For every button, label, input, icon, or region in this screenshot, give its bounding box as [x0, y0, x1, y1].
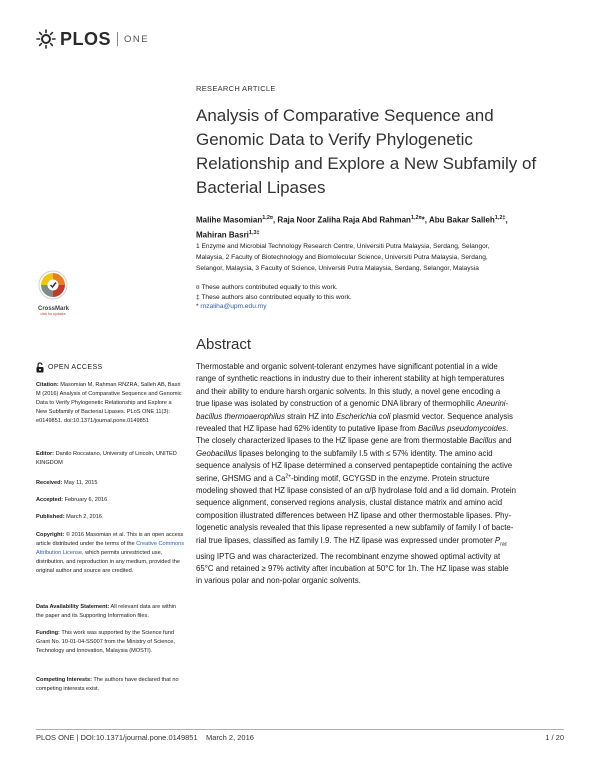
received-label: Received: — [36, 480, 63, 486]
received-block — [36, 479, 184, 488]
published-label: Published: — [36, 514, 65, 520]
open-access-label: OPEN ACCESS — [48, 364, 103, 371]
funding-block — [36, 629, 184, 656]
abstract-line: 65°C and retained ≥ 97% activity after incubation at 50°C for 1h. The HZ lipase was stable — [196, 564, 509, 574]
note-text: These authors contributed equally to this work. — [201, 284, 338, 291]
corresponding-mark: * — [421, 215, 425, 225]
citation-label: Citation: — [36, 382, 59, 388]
abstract-text-run: and — [496, 436, 512, 446]
title-line: Genomic Data to Verify Phylogenetic — [196, 130, 473, 149]
data-availability-text: All relevant data are within the paper and its Supporting Information files. — [36, 604, 177, 619]
affiliation-line: 1 Enzyme and Microbial Technology Research Centre, Universiti Putra Malaysia, Serdang, Selangor, — [196, 243, 490, 250]
author-affil-mark: 1,2‡ — [494, 215, 506, 221]
author-name[interactable]: Mahiran Basri — [196, 230, 249, 240]
copyright-block — [36, 531, 184, 576]
data-availability-label: Data Availability Statement: — [36, 604, 110, 610]
crossmark-badge[interactable] — [38, 270, 68, 316]
title-line: Relationship and Explore a New Subfamily of — [196, 154, 537, 173]
abstract-line: range of synthetic reactions in industry due to their inherent stability at high temperatures — [196, 374, 505, 384]
abstract-text-run: revealed that HZ lipase had 62% identity to putative lipase from — [196, 424, 418, 434]
promoter-subscript: rac — [500, 541, 508, 548]
funding-label: Funding: — [36, 630, 60, 636]
abstract-text-run: strain HZ into — [284, 411, 336, 421]
license-link[interactable]: Creative Commons Attribution License — [36, 540, 184, 556]
ion-charge: 2+ — [285, 473, 292, 480]
editor-block — [36, 450, 184, 468]
accepted-label: Accepted: — [36, 497, 64, 503]
affiliations — [196, 241, 556, 274]
author-name[interactable]: Malihe Masomian — [196, 215, 263, 225]
editor-text: Danilo Roccatano, University of Lincoln, UNITED KINGDOM — [36, 451, 177, 466]
published-date: March 2, 2016 — [64, 514, 102, 520]
logo-divider — [117, 32, 118, 46]
citation-text: Masomian M, Rahman RNZRA, Salleh AB, Basri M (2016) Analysis of Comparative Sequence and Genomic Data to Verify Phylogenetic Relationship and Explore a New Subfamily of Bacterial Lipases. PLoS ONE 11(3): e0149851. doi:10.1371/journal.pone.0149851 — [36, 382, 182, 424]
abstract-text-run: rial true lipases, classified as family I.9. The HZ lipase was expressed under promoter — [196, 535, 495, 545]
plos-logo[interactable] — [36, 28, 149, 50]
author-notes — [196, 283, 556, 312]
published-block — [36, 513, 184, 522]
footer-citation: PLOS ONE | DOI:10.1371/journal.pone.0149851 March 2, 2016 — [36, 733, 254, 742]
footer-divider — [36, 729, 564, 730]
title-line: Analysis of Comparative Sequence and — [196, 106, 494, 125]
also-contributed-note: ‡ These authors also contributed equally to this work. — [196, 293, 352, 301]
author-name[interactable]: Abu Bakar Salleh — [428, 215, 495, 225]
author-affil-mark: 1,3‡ — [248, 229, 260, 236]
abstract-line — [196, 411, 564, 423]
open-access-badge — [36, 362, 103, 373]
accepted-block — [36, 496, 184, 505]
promoter-name: P — [494, 535, 501, 545]
abstract-text-run: serine, GHSMG and a Ca — [196, 473, 286, 483]
competing-interests-text: The authors have declared that no competing interests exist. — [36, 677, 179, 692]
abstract-line — [196, 535, 564, 551]
species-name: Geobacillus — [196, 448, 237, 458]
copyright-label: Copyright: — [36, 532, 65, 538]
competing-interests-block — [36, 676, 184, 694]
abstract-line — [196, 448, 564, 460]
copyright-text-end: , which permits unrestricted use, distribution, and reproduction in any medium, provided the original author and source are credited. — [36, 549, 180, 574]
author-list — [196, 212, 556, 241]
copyright-text: © 2016 Masomian et al. This is an open access article distributed under the terms of the — [36, 532, 184, 547]
species-name: Bacillus — [469, 436, 497, 446]
abstract-body — [196, 361, 564, 588]
abstract-line — [196, 398, 564, 410]
abstract-text-run: . — [506, 424, 509, 434]
title-line: Bacterial Lipases — [196, 178, 326, 197]
abstract-text-run: plasmid vector. Sequence analysis — [390, 411, 513, 421]
abstract-line: sequence alignment, conserved regions analysis, clustal distance matrix and amino acid — [196, 498, 503, 508]
abstract-text-run: -binding motif, GCYGSD in the enzyme. Protein structure — [291, 473, 490, 483]
author-name[interactable]: Raja Noor Zaliha Raja Abd Rahman — [277, 215, 411, 225]
abstract-line: using IPTG and was characterized. The recombinant enzyme showed optimal activity at — [196, 551, 501, 561]
citation-block — [36, 381, 184, 426]
journal-name: ONE — [124, 33, 150, 45]
currency-symbol: ¤ — [196, 284, 200, 291]
plos-wordmark: PLOS — [60, 28, 112, 49]
article-title — [196, 104, 576, 200]
species-name: Escherichia coli — [335, 411, 391, 421]
crossmark-label: CrossMark — [38, 306, 70, 312]
received-date: May 11, 2015 — [62, 480, 98, 486]
author-separator: , — [424, 215, 429, 225]
crossmark-sublabel: click for updates — [40, 312, 66, 316]
author-affil-mark: 1,2¤ — [410, 215, 422, 221]
email-link[interactable]: rnzaliha@upm.edu.my — [200, 303, 267, 311]
data-availability-block — [36, 603, 184, 621]
abstract-line — [196, 473, 564, 485]
author-separator: , — [272, 215, 278, 225]
abstract-line: in various polar and non-polar organic solvents. — [196, 576, 361, 586]
species-name: Bacillus pseudomycoides — [417, 424, 507, 434]
open-lock-icon — [36, 362, 44, 373]
page-number: 1 / 20 — [545, 733, 564, 742]
abstract-line — [196, 423, 564, 435]
species-name: Aneurini- — [476, 399, 509, 409]
competing-interests-label: Competing Interests: — [36, 677, 92, 683]
crossmark-icon — [38, 270, 68, 300]
abstract-text-run: The closely characterized lipases to the HZ lipase gene are from thermostable — [196, 436, 470, 446]
author-affil-mark: 1,2¤ — [262, 215, 273, 221]
affiliation-line: Selangor, Malaysia, 3 Faculty of Science, Universiti Putra Malaysia, Serdang, Selangor, Malaysia — [196, 265, 479, 272]
species-name: bacillus thermoaerophilus — [196, 411, 285, 421]
plos-sunburst-icon — [36, 29, 56, 49]
abstract-line: modeling showed that HZ lipase consisted of an α/β hydrolase fold and a lid domain. Protein — [196, 486, 516, 496]
author-separator: , — [505, 215, 508, 225]
affiliation-line: Malaysia, 2 Faculty of Biotechnology and Biomolecular Science, Universiti Putra Malaysia, Serdang, — [196, 254, 488, 261]
article-type: RESEARCH ARTICLE — [196, 84, 276, 93]
funding-text: This work was supported by the Science fund Grant No. 10-01-04-SS007 from the Ministry of Science, Technology and Innovation, Malaysia (MOSTI). — [36, 630, 175, 654]
equal-contribution-note — [196, 283, 556, 293]
abstract-text-run: lipases belonging to the subfamily I.5 with ≤ 57% identity. The amino acid — [236, 448, 493, 458]
abstract-line: sequence analysis of HZ lipase determined a conserved pentapeptide containing the active — [196, 461, 513, 471]
abstract-text-run: true lipase was isolated by construction of a genomic DNA library of thermophilic — [196, 399, 477, 409]
editor-label: Editor: — [36, 451, 55, 457]
abstract-line: Thermostable and organic solvent-tolerant enzymes have significant potential in a wide — [196, 362, 498, 371]
abstract-line: and their ability to endure harsh organic solvents. In this study, a novel gene encoding a — [196, 386, 501, 396]
accepted-date: February 6, 2016 — [63, 497, 108, 503]
abstract-heading: Abstract — [196, 336, 252, 353]
abstract-line — [196, 435, 564, 447]
abstract-line: logenetic analysis revealed that this lipase represented a new subfamily of family I of bacte- — [196, 523, 514, 533]
corresponding-email-note — [196, 302, 556, 312]
abstract-line: composition illustrated differences between HZ lipase and other thermostable lipases. Phy- — [196, 510, 512, 520]
asterisk-symbol: * — [196, 303, 199, 311]
